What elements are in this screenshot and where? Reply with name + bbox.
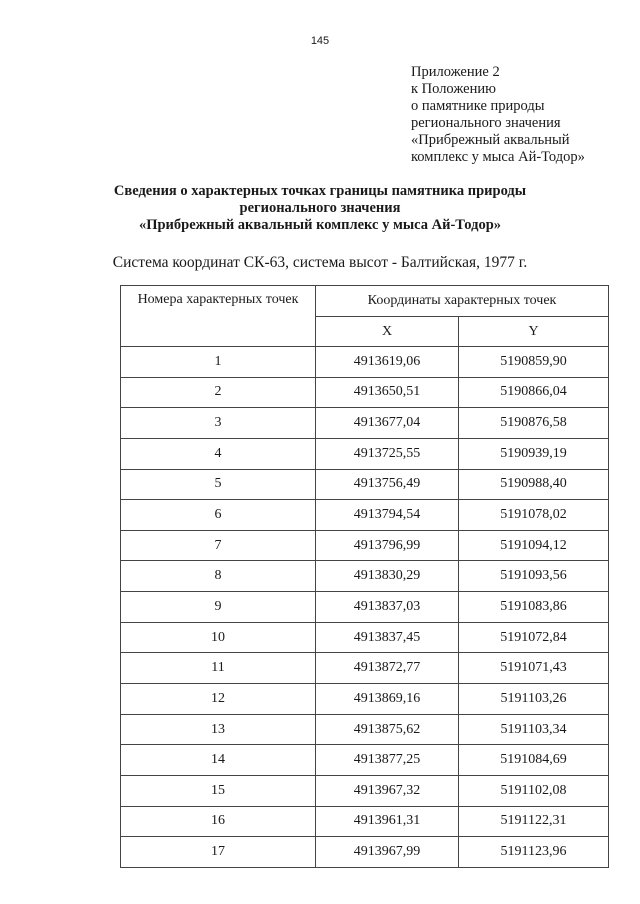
document-title [0,183,640,234]
x-coordinate-cell: 4913967,32 [316,775,459,806]
x-coordinate-cell: 4913756,49 [316,469,459,500]
y-coordinate-cell: 5191103,34 [459,714,609,745]
table-row [121,561,609,592]
y-coordinate-cell: 5191071,43 [459,653,609,684]
point-number-cell: 9 [121,592,316,623]
x-coordinate-cell: 4913796,99 [316,530,459,561]
y-coordinate-cell: 5191083,86 [459,592,609,623]
coordinate-system-note: Система координат СК-63, система высот - Балтийская, 1977 г. [112,254,528,271]
x-coordinate-cell: 4913650,51 [316,377,459,408]
point-number-cell: 12 [121,684,316,715]
x-coordinate-cell: 4913872,77 [316,653,459,684]
table-row [121,592,609,623]
x-coordinate-cell: 4913619,06 [316,347,459,378]
point-number-cell: 6 [121,500,316,531]
x-coordinate-cell: 4913677,04 [316,408,459,439]
appendix-line: к Положению [411,81,496,97]
point-number-cell: 10 [121,622,316,653]
coordinates-table [120,285,609,868]
y-coordinate-cell: 5191093,56 [459,561,609,592]
y-coordinate-cell: 5191078,02 [459,500,609,531]
y-coordinate-cell: 5191122,31 [459,806,609,837]
title-line: Сведения о характерных точках границы памятника природы [113,183,527,199]
point-number-cell: 14 [121,745,316,776]
point-number-cell: 3 [121,408,316,439]
x-coordinate-cell: 4913877,25 [316,745,459,776]
y-coordinate-cell: 5190859,90 [459,347,609,378]
y-coordinate-cell: 5190876,58 [459,408,609,439]
table-row [121,347,609,378]
table-row [121,469,609,500]
point-number-cell: 5 [121,469,316,500]
point-number-cell: 4 [121,438,316,469]
table-row [121,500,609,531]
table-row [121,745,609,776]
x-coordinate-cell: 4913830,29 [316,561,459,592]
y-coordinate-cell: 5191123,96 [459,837,609,868]
table-row [121,438,609,469]
y-coordinate-cell: 5190866,04 [459,377,609,408]
x-coordinate-cell: 4913961,31 [316,806,459,837]
header-y: Y [459,317,609,347]
x-coordinate-cell: 4913725,55 [316,438,459,469]
y-coordinate-cell: 5191084,69 [459,745,609,776]
point-number-cell: 17 [121,837,316,868]
header-x: X [316,317,459,347]
point-number-cell: 13 [121,714,316,745]
table-body [121,347,609,868]
title-line: регионального значения [239,200,401,216]
table-row [121,653,609,684]
appendix-line: «Прибрежный аквальный [411,132,570,148]
page-number: 145 [310,35,330,47]
header-coordinates: Координаты характерных точек [316,286,609,317]
x-coordinate-cell: 4913837,03 [316,592,459,623]
point-number-cell: 2 [121,377,316,408]
header-point-numbers: Номера характерных точек [121,286,316,347]
table-row [121,408,609,439]
point-number-cell: 8 [121,561,316,592]
point-number-cell: 16 [121,806,316,837]
point-number-cell: 1 [121,347,316,378]
y-coordinate-cell: 5191072,84 [459,622,609,653]
table-row [121,714,609,745]
x-coordinate-cell: 4913869,16 [316,684,459,715]
x-coordinate-cell: 4913967,99 [316,837,459,868]
point-number-cell: 7 [121,530,316,561]
y-coordinate-cell: 5191103,26 [459,684,609,715]
appendix-line: о памятнике природы [411,98,545,114]
table-row [121,806,609,837]
x-coordinate-cell: 4913875,62 [316,714,459,745]
appendix-line: Приложение 2 [411,64,500,80]
table-row [121,684,609,715]
table-row [121,837,609,868]
title-line: «Прибрежный аквальный комплекс у мыса Ай-Тодор» [138,217,502,233]
y-coordinate-cell: 5190939,19 [459,438,609,469]
x-coordinate-cell: 4913794,54 [316,500,459,531]
table-row [121,775,609,806]
appendix-line: регионального значения [411,115,561,131]
appendix-note [411,64,631,166]
y-coordinate-cell: 5191102,08 [459,775,609,806]
point-number-cell: 15 [121,775,316,806]
x-coordinate-cell: 4913837,45 [316,622,459,653]
table-row [121,622,609,653]
y-coordinate-cell: 5191094,12 [459,530,609,561]
table-row [121,530,609,561]
y-coordinate-cell: 5190988,40 [459,469,609,500]
appendix-line: комплекс у мыса Ай-Тодор» [411,149,585,165]
table-row [121,377,609,408]
point-number-cell: 11 [121,653,316,684]
